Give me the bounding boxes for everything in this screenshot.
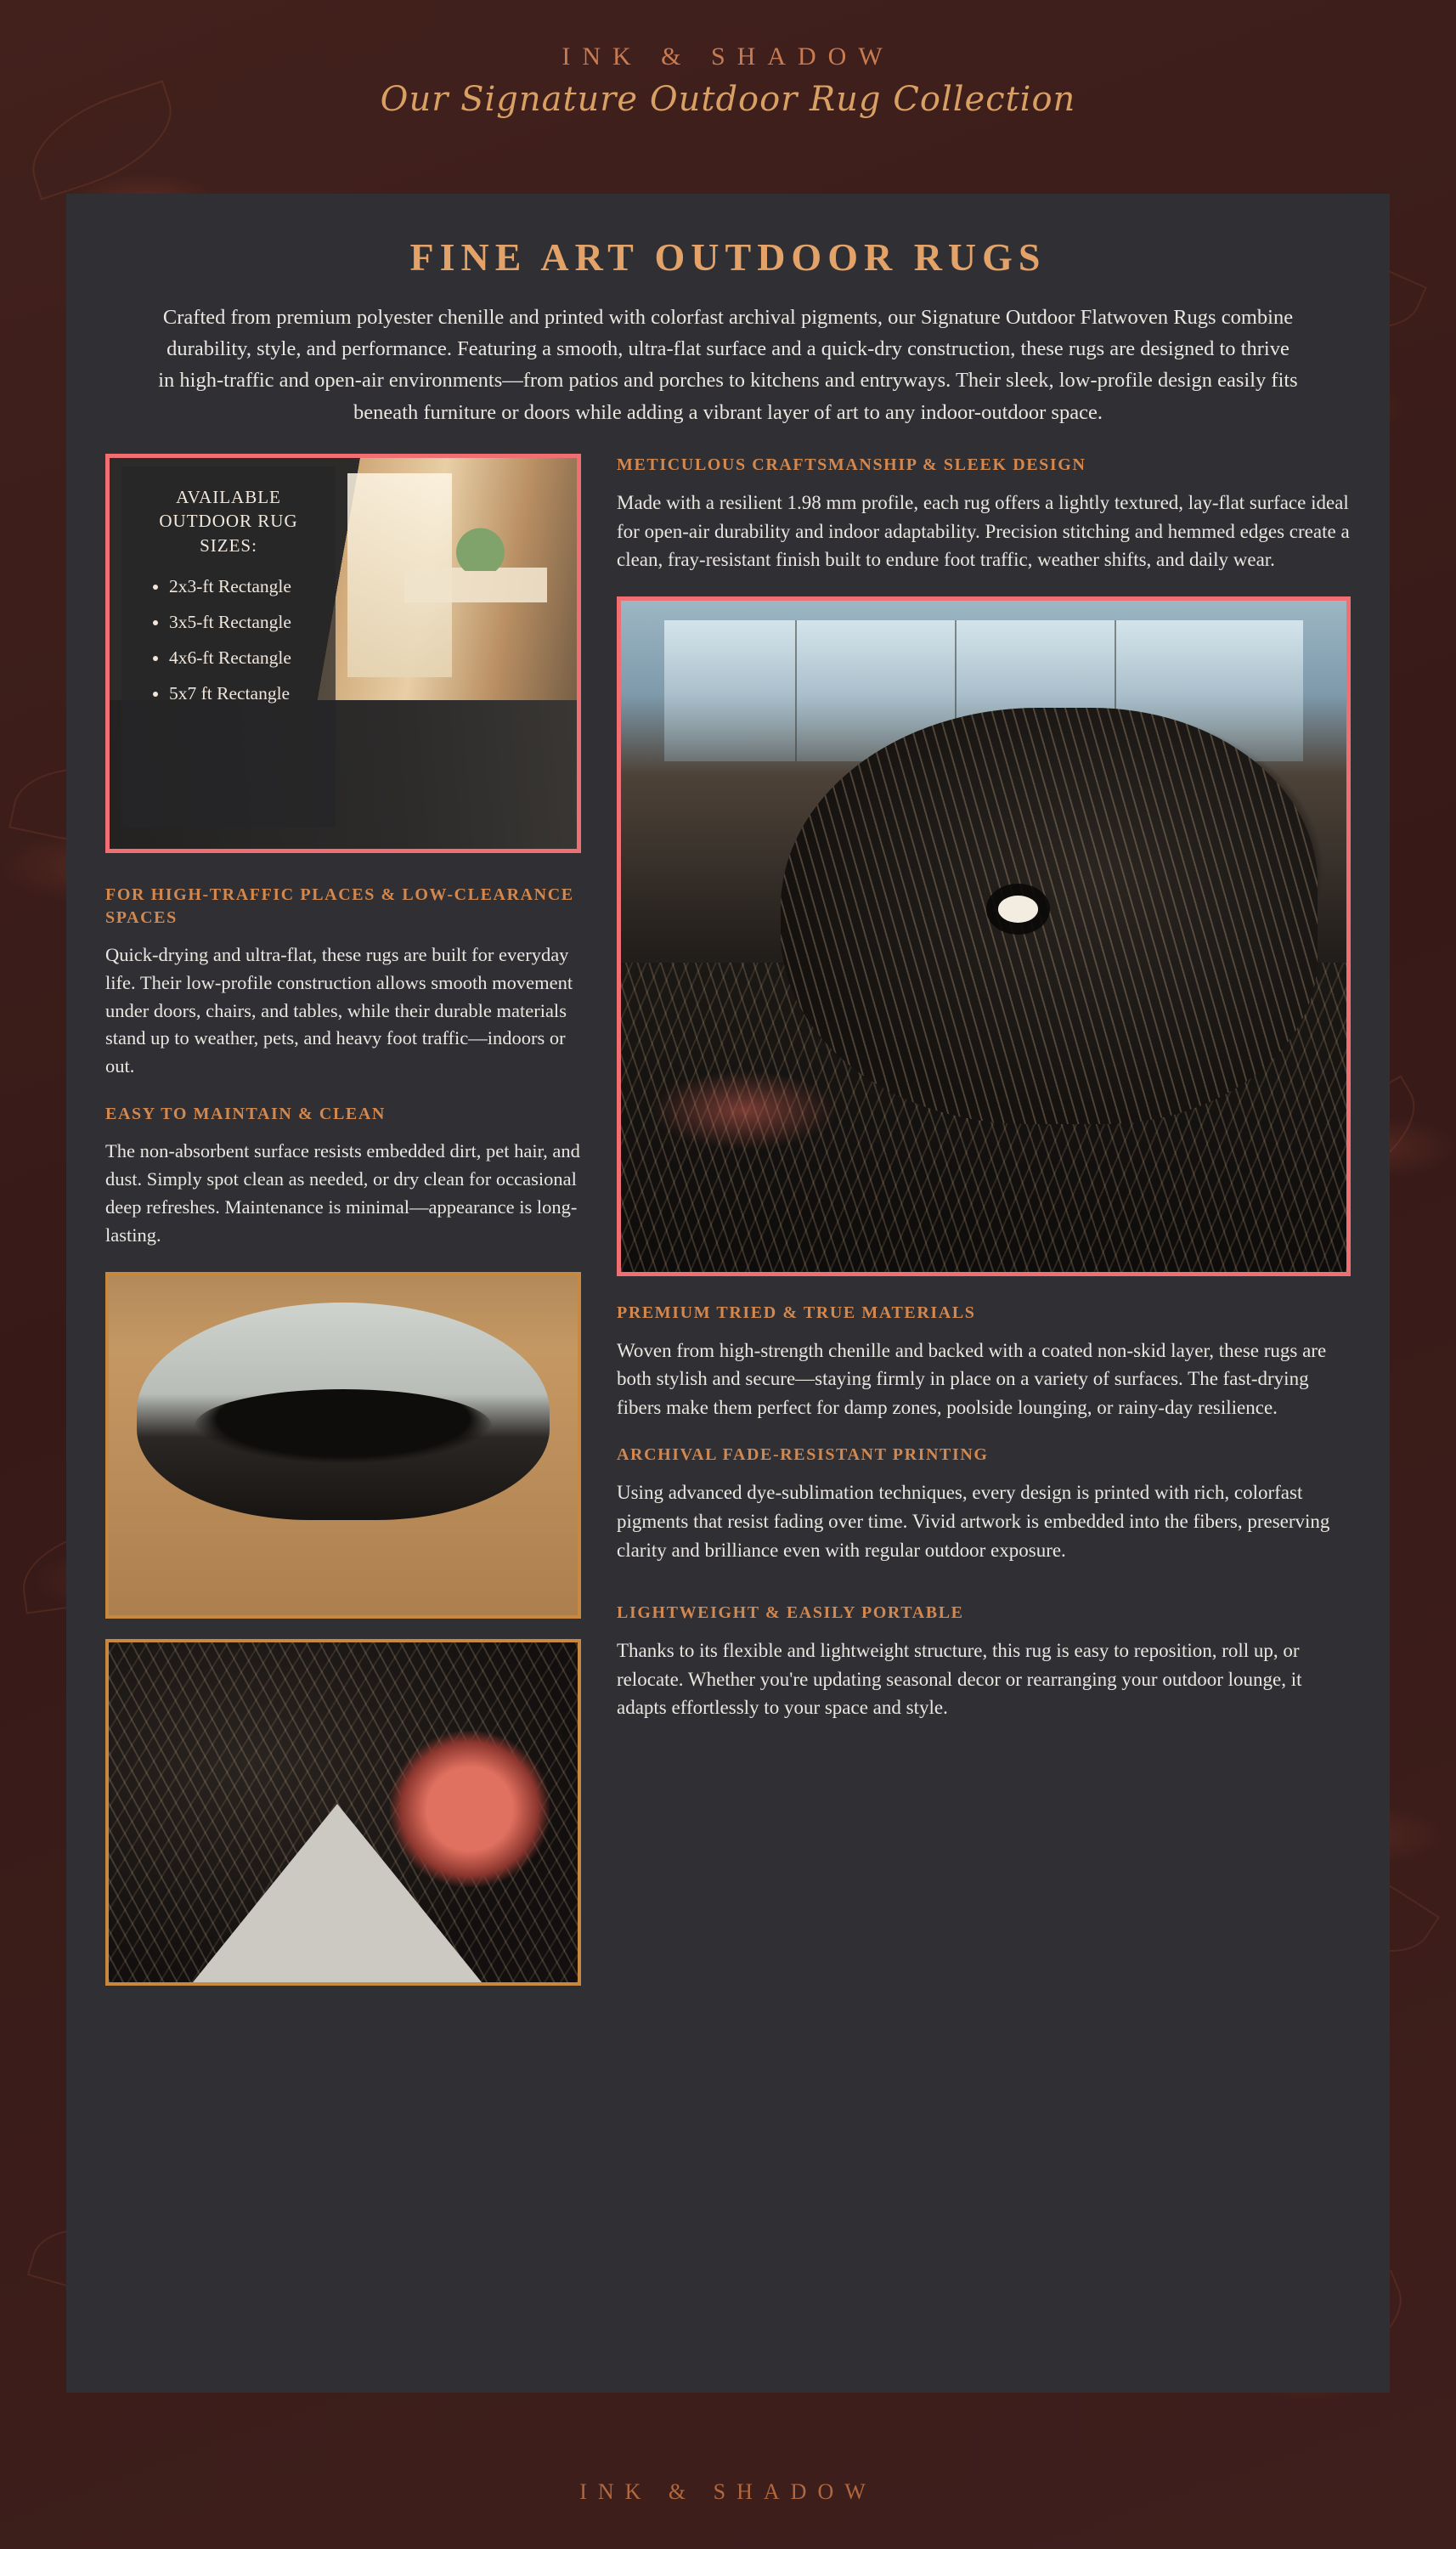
left-column [105,454,581,1986]
window-mullion-detail [795,620,797,761]
section-heading-printing: ARCHIVAL FADE-RESISTANT PRINTING [617,1445,989,1465]
section-heading-craftsmanship: METICULOUS CRAFTSMANSHIP & SLEEK DESIGN [617,455,1086,474]
rolled-rug-photo [617,596,1351,1276]
section-body-maintain: The non-absorbent surface resists embedded dirt, pet hair, and dust. Simply spot clean as needed, or dry clean for occasional deep refreshes. Maintenance is minimal—appearance is long-lasting. [105,1140,580,1246]
rug-backing-image [109,1275,578,1615]
section-body-portable: Thanks to its flexible and lightweight structure, this rug is easy to reposition, roll up, or relocate. Whether you're updating seasonal decor or rearranging your outdoor lounge, it adapts effortlessly to your space and style. [617,1640,1302,1719]
right-column [617,454,1351,1986]
rug-roll-detail [781,708,1318,1124]
page-header [0,0,1456,119]
size-list [135,569,322,712]
plant-detail [452,524,509,571]
list-item: • 3x5-ft Rectangle [169,605,322,641]
section-heading-high-traffic: FOR HIGH-TRAFFIC PLACES & LOW-CLEARANCE SPACES [105,885,574,927]
page-title: FINE ART OUTDOOR RUGS [409,235,1047,279]
section-heading-materials: PREMIUM TRIED & TRUE MATERIALS [617,1303,976,1322]
size-options-card [121,466,336,828]
section-heading-portable: LIGHTWEIGHT & EASILY PORTABLE [617,1603,964,1623]
coral-artwork-detail [650,1071,838,1151]
rug-pad-photo [105,1639,581,1986]
intro-paragraph: Crafted from premium polyester chenille and printed with colorfast archival pigments, our Signature Outdoor Flatwoven Rugs combine durability, style, and performance. Featuring a smooth, ultra-flat surface and a quick-dry construction, these rugs are designed to thrive in high-traffic and open-air environments—from patios and porches to kitchens and entryways. Their sleek, low-profile design easily fits beneath furniture or doors while adding a vibrant layer of art to any indoor-outdoor space. [158,306,1298,424]
collection-tagline: Our Signature Outdoor Rug Collection [380,80,1076,119]
section-body-craftsmanship: Made with a resilient 1.98 mm profile, each rug offers a lightly textured, lay-flat surface ideal for open-air durability and indoor adaptability. Precision stitching and hemmed edges create a clean, fray-resistant finish built to endure foot traffic, weather shifts, and daily wear. [617,491,1350,571]
section-body-high-traffic: Quick-drying and ultra-flat, these rugs are built for everyday life. Their low-profile construction allows smooth movement under doors, chairs, and tables, while their durable materials stand up to weather, pets, and heavy foot traffic—indoors or out. [105,943,573,1077]
section-heading-maintain: EASY TO MAINTAIN & CLEAN [105,1105,386,1124]
entry-hall-photo [105,454,581,853]
rolled-corner-detail [137,1303,550,1520]
rolled-rug-image [621,601,1346,1272]
list-item: • 5x7 ft Rectangle [169,676,322,712]
brand-name: INK & SHADOW [562,42,894,71]
section-body-printing: Using advanced dye-sublimation techniques, every design is printed with rich, colorfast pigments that resist fading over time. Vivid artwork is embedded into the fibers, preserving clarity and brilliance even with regular outdoor exposure. [617,1482,1330,1561]
main-content-panel [66,194,1390,2393]
list-item: • 4x6-ft Rectangle [169,641,322,676]
section-body-materials: Woven from high-strength chenille and backed with a coated non-skid layer, these rugs are both stylish and secure—staying firmly in place on a variety of surfaces. The fast-drying fibers make them perfect for damp zones, poolside lounging, or rainy-day resilience. [617,1339,1327,1418]
console-table-detail [404,568,547,602]
rug-backing-photo [105,1272,581,1619]
roll-opening-detail [998,896,1038,923]
non-skid-backing-detail [193,1804,482,1982]
rug-pad-image [109,1642,578,1982]
page-footer: INK & SHADOW [579,2479,877,2504]
content-grid [105,454,1351,1986]
size-card-title: AVAILABLE OUTDOOR RUG SIZES: [159,486,298,556]
list-item: • 2x3-ft Rectangle [169,569,322,605]
entry-hall-image [110,458,581,849]
